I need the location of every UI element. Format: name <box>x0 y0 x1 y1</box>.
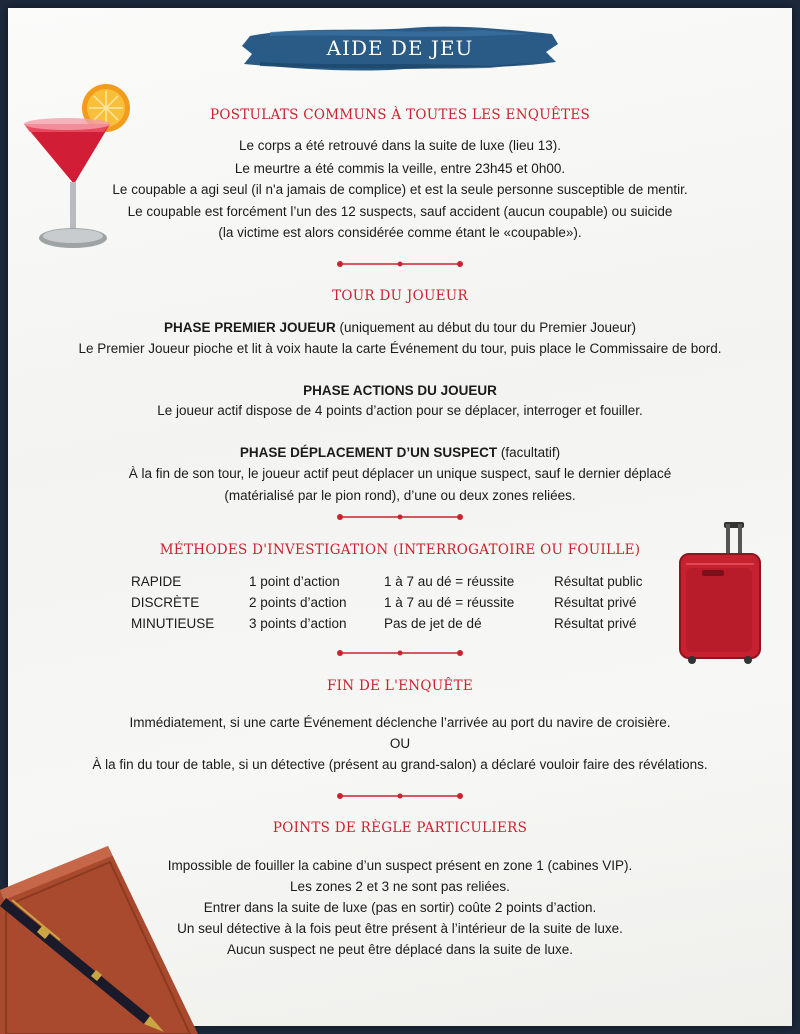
section-heading-postulats: POSTULATS COMMUNS À TOUTES LES ENQUÊTES <box>209 107 591 123</box>
title-banner <box>240 22 560 74</box>
method-roll: 1 à 7 au dé = réussite <box>384 574 515 589</box>
postulat-line: Le meurtre a été commis la veille, entre 23h45 et 0h00. <box>234 161 566 176</box>
phase-deplacement-suspect <box>0 444 800 462</box>
method-cost: 3 points d’action <box>249 616 347 631</box>
method-name: MINUTIEUSE <box>131 616 215 631</box>
method-name: RAPIDE <box>131 574 182 589</box>
phase-title: PHASE PREMIER JOUEUR <box>164 320 336 335</box>
method-name: DISCRÈTE <box>131 595 200 610</box>
divider-ornament <box>336 791 464 801</box>
divider-ornament <box>336 512 464 522</box>
regle-line: Aucun suspect ne peut être déplacé dans la suite de luxe. <box>227 942 573 957</box>
method-cost: 1 point d’action <box>249 574 340 589</box>
fin-line: Immédiatement, si une carte Événement déclenche l’arrivée au port du navire de croisière. <box>129 715 671 730</box>
fin-line: À la fin du tour de table, si un détective (présent au grand-salon) a déclaré vouloir faire des révélations. <box>92 757 708 772</box>
postulat-line: Le coupable est forcément l’un des 12 suspects, sauf accident (aucun coupable) ou suicide <box>127 204 673 219</box>
phase-text: Le Premier Joueur pioche et lit à voix haute la carte Événement du tour, puis place le Commissaire de bord. <box>78 341 722 356</box>
method-roll: Pas de jet de dé <box>384 616 482 631</box>
divider-ornament <box>336 259 464 269</box>
section-heading-tour: TOUR DU JOUEUR <box>332 288 468 304</box>
phase-text: À la fin de son tour, le joueur actif peut déplacer un unique suspect, sauf le dernier déplacé <box>128 466 672 481</box>
phase-title: PHASE DÉPLACEMENT D’UN SUSPECT <box>239 445 498 460</box>
method-roll: 1 à 7 au dé = réussite <box>384 595 515 610</box>
section-heading-methodes: MÉTHODES D'INVESTIGATION (INTERROGATOIRE OU FOUILLE) <box>159 542 641 558</box>
phase-note: (uniquement au début du tour du Premier Joueur) <box>335 320 636 335</box>
divider-ornament <box>336 648 464 658</box>
method-cost: 2 points d’action <box>249 595 347 610</box>
suitcase-icon <box>672 520 768 666</box>
postulat-line: (la victime est alors considérée comme étant le «coupable»). <box>218 225 582 240</box>
method-result: Résultat public <box>554 574 643 589</box>
postulat-line: Le coupable a agi seul (il n'a jamais de complice) et est la seule personne susceptible de mentir. <box>112 182 688 197</box>
phase-premier-joueur <box>0 319 800 337</box>
notebook-icon <box>0 840 200 1034</box>
method-result: Résultat privé <box>554 616 637 631</box>
regle-line: Les zones 2 et 3 ne sont pas reliées. <box>290 879 510 894</box>
section-heading-regles: POINTS DE RÈGLE PARTICULIERS <box>272 820 528 836</box>
regle-line: Entrer dans la suite de luxe (pas en sortir) coûte 2 points d’action. <box>203 900 597 915</box>
method-result: Résultat privé <box>554 595 637 610</box>
fin-line: OU <box>389 736 411 751</box>
section-heading-fin: FIN DE L'ENQUÊTE <box>326 678 474 694</box>
phase-title: PHASE ACTIONS DU JOUEUR <box>303 383 497 398</box>
phase-text: (matérialisé par le pion rond), d’une ou deux zones reliées. <box>224 488 576 503</box>
page-title: AIDE DE JEU <box>326 36 474 60</box>
phase-actions-joueur <box>0 382 800 400</box>
regle-line: Impossible de fouiller la cabine d’un suspect présent en zone 1 (cabines VIP). <box>167 858 633 873</box>
regle-line: Un seul détective à la fois peut être présent à l’intérieur de la suite de luxe. <box>177 921 623 936</box>
phase-text: Le joueur actif dispose de 4 points d’action pour se déplacer, interroger et fouiller. <box>157 403 643 418</box>
postulat-line: Le corps a été retrouvé dans la suite de luxe (lieu 13). <box>239 138 561 153</box>
phase-note: (facultatif) <box>497 445 561 460</box>
